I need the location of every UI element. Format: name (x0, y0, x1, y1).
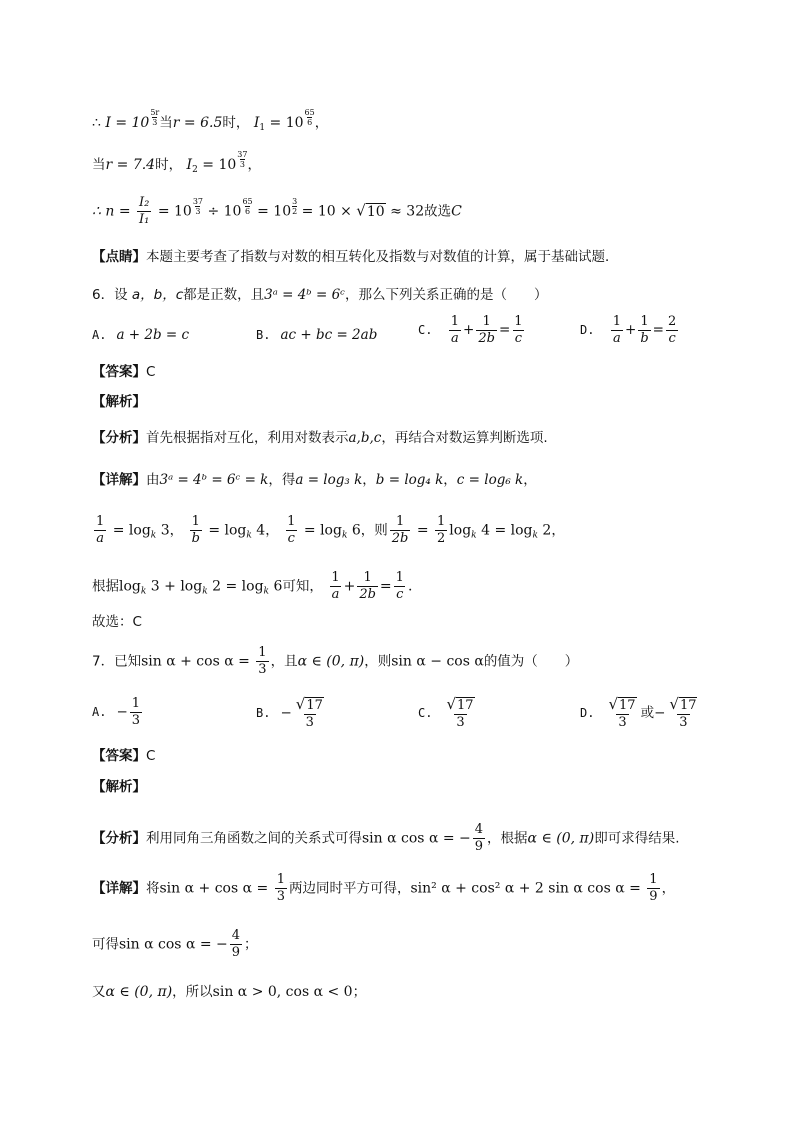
frac (94, 514, 106, 547)
den: a (331, 587, 340, 602)
q7-line3 (92, 982, 366, 1002)
frac (647, 872, 659, 905)
frac (394, 570, 406, 603)
exp-num: 37 (192, 196, 204, 206)
q6-fenxi (92, 428, 548, 448)
den: 3 (131, 713, 141, 728)
num: 1 (96, 514, 105, 529)
num: 1 (437, 514, 446, 529)
frac (230, 928, 242, 961)
frac (329, 570, 341, 603)
answer-value: C (146, 364, 156, 380)
frac (476, 314, 497, 347)
approx-32: ≈ 32 (385, 203, 425, 220)
frac (638, 314, 650, 347)
q7-option-a: A. − $\frac{1}{3}$ (92, 696, 141, 728)
exp-den: 3 (152, 118, 158, 127)
option-letter: A. (92, 328, 107, 342)
comma: ， (314, 115, 329, 131)
frac (606, 696, 638, 731)
frac (473, 822, 485, 855)
eq-10: = 10 (252, 203, 292, 220)
num: 4 (474, 822, 484, 837)
num: 1 (331, 570, 340, 585)
xj-b: b = log₄ k (375, 472, 444, 488)
formula-line-2 (92, 150, 261, 180)
den: 3 (276, 889, 285, 904)
q6-xiangjie (92, 470, 537, 490)
times: = 10 × (297, 203, 357, 220)
frac (357, 570, 378, 603)
den: 9 (649, 889, 658, 904)
num: √17 (446, 695, 474, 713)
text-you: 又 (92, 984, 106, 1000)
text-kede: 可得 (92, 936, 119, 953)
q7-analysis-tag: 【解析】 (92, 779, 146, 795)
option-letter: B. (256, 706, 271, 720)
exp-num: 65 (242, 196, 253, 206)
q6-option-c: C. $\frac{1}{a}$ + $\frac{1}{2b}$ = $\frac{1}{c}$ (418, 314, 523, 346)
sub-1: 1 (259, 123, 266, 133)
option-text: a + 2b = c (116, 327, 190, 343)
semicolon: ； (244, 936, 258, 953)
den: c (287, 531, 295, 546)
text-genju: 根据 (92, 578, 119, 595)
xj-c: c = log₆ k (456, 472, 524, 488)
q7-stem (92, 645, 578, 678)
line3-eq: sin α > 0, cos α < 0 (212, 984, 353, 1000)
var-I: I (186, 157, 193, 173)
q6-equation: 3ᵃ = 4ᵇ = 6ᶜ (264, 287, 345, 303)
eq-10: = 10 (153, 203, 192, 220)
frac (256, 645, 268, 678)
q7-text-end: 的值为（ ） (483, 653, 579, 670)
num: 2 (667, 314, 677, 329)
fenxi-text-end: 即可求得结果. (594, 830, 680, 847)
q6-analysis-tag: 【解析】 (92, 394, 146, 410)
eq-10: = 10 (197, 157, 237, 173)
q6-option-a (92, 327, 189, 343)
q6-option-d: D. $\frac{1}{a}$ + $\frac{1}{b}$ = $\frac{2}{c}$ (580, 314, 677, 346)
xj-eq: sin α + cos α = (159, 880, 273, 897)
xj-text: 由 (146, 472, 160, 488)
text-shi: 时， (155, 157, 183, 173)
sep: ， (523, 472, 537, 488)
exp-den: 6 (307, 118, 313, 127)
formula-line-3 (92, 195, 462, 228)
fenxi-vars: a,b,c (348, 430, 382, 446)
exp-num: 5r (150, 108, 160, 117)
xj-squared: sin² α + cos² α + 2 sin α cos α = (410, 880, 646, 897)
q7-text: ，则 (364, 653, 392, 670)
den: c (668, 331, 676, 346)
xj-text: 两边同时平方可得， (288, 880, 411, 897)
exponent-frac (305, 108, 315, 127)
q7-xiangjie (92, 872, 675, 905)
q7-option-b: B. − $\frac{√17}{3}$ (256, 696, 328, 731)
line2-eq: sin α cos α = − (119, 936, 228, 953)
exp-den: 6 (245, 206, 251, 216)
q7-option-c (418, 696, 479, 731)
text-suoyi: ，所以 (172, 984, 213, 1000)
option-letter: C. (418, 706, 433, 720)
q6-conclusion: 故选：C (92, 614, 142, 630)
fenxi-tag: 【分析】 (92, 430, 146, 446)
fenxi-tag: 【分析】 (92, 830, 146, 847)
sqrt-symbol: √ (356, 201, 366, 220)
exponent-frac (237, 150, 247, 169)
q6-stem (92, 285, 547, 305)
text-kezhi: 可知， (282, 578, 323, 595)
frac (435, 514, 447, 547)
exp-num: 65 (304, 108, 315, 117)
option-text: ac + bc = 2ab (280, 327, 378, 343)
frac (666, 314, 678, 347)
q6-xiangjie-line3: 根据$\log_k 3 + \log_k 2 = \log_k 6$可知， $\frac{1}{a}$ + $\frac{1}{2b}$ = $\frac{1}{c}$ . (92, 570, 413, 602)
den: 3 (618, 715, 627, 730)
sep: ， (362, 472, 376, 488)
num: 1 (131, 696, 141, 711)
text-ze: ，则 (360, 522, 388, 539)
comment-text: 本题主要考查了指数与对数的相互转化及指数与对数值的计算，属于基础试题． (146, 249, 619, 265)
num: 1 (363, 570, 372, 585)
option-letter: A. (92, 705, 107, 719)
exp-den: 3 (239, 160, 245, 169)
r-value: r = 7.4 (105, 157, 156, 173)
num: √17 (669, 695, 697, 713)
q6-number: 6．设 (92, 287, 132, 303)
den: 9 (474, 839, 484, 854)
q7-equation: sin α + cos α = (141, 653, 255, 670)
comment-line (92, 247, 619, 267)
q7-line2 (92, 928, 258, 961)
num: 1 (450, 314, 460, 329)
den: a (96, 531, 105, 546)
num: 1 (276, 872, 285, 887)
den: 2b (478, 331, 495, 346)
q7-domain: α ∈ (0, π) (297, 653, 365, 670)
frac (130, 696, 142, 729)
xj-text: 将 (146, 880, 160, 897)
q7-expr: sin α − cos α (391, 653, 484, 670)
sqrt-10: 10 (366, 203, 385, 220)
answer-tag: 【答案】 (92, 364, 146, 380)
fenxi-text: 首先根据指对互化，利用对数表示 (146, 430, 349, 446)
frac-num: I₂ (139, 195, 150, 210)
option-letter: D. (580, 323, 595, 337)
therefore-symbol: ∴ (92, 115, 106, 131)
xj-text: ，得 (268, 472, 296, 488)
fenxi-text: ，根据 (487, 830, 528, 847)
line3-domain: α ∈ (0, π) (105, 984, 173, 1000)
q7-answer (92, 746, 155, 766)
frac (667, 696, 699, 731)
fraction-I2-I1 (137, 195, 151, 228)
den: 2b (359, 587, 376, 602)
den: b (191, 531, 200, 546)
num: 1 (258, 645, 267, 660)
semicolon: ； (352, 984, 367, 1000)
q6-text-end: ，那么下列关系正确的是（ ） (344, 287, 548, 303)
frac (390, 514, 411, 547)
eq-10: = 10 (265, 115, 304, 131)
comma: ， (247, 157, 261, 173)
den: c (514, 331, 523, 346)
num: 1 (649, 872, 658, 887)
formula-line-1 (92, 108, 328, 138)
frac (512, 314, 524, 347)
den: 9 (231, 945, 241, 960)
num: 1 (482, 314, 491, 329)
den: 2b (391, 531, 409, 546)
q7-number: 7．已知 (92, 653, 142, 670)
num: 1 (395, 514, 405, 529)
num: 1 (612, 314, 622, 329)
den: 3 (456, 715, 465, 730)
den: a (451, 331, 459, 346)
frac (611, 314, 623, 347)
text-when: 当 (92, 157, 106, 173)
exp-num: 37 (237, 150, 248, 159)
text-when: 当 (159, 115, 173, 131)
num: 1 (191, 514, 200, 529)
text-choose: 故选 (424, 203, 452, 220)
xiangjie-tag: 【详解】 (92, 880, 146, 897)
frac (190, 514, 202, 547)
frac (275, 872, 287, 905)
comma: ， (661, 880, 676, 897)
frac (444, 696, 476, 731)
den: 3 (305, 715, 314, 730)
den: a (613, 331, 621, 346)
fenxi-end: ，再结合对数运算判断选项. (381, 430, 548, 446)
q6-option-b (256, 327, 377, 343)
formula-I: I = 10 (105, 115, 150, 131)
exp-num: 3 (292, 196, 298, 206)
sub-2: 2 (192, 165, 198, 175)
den: c (396, 587, 404, 602)
frac (285, 514, 297, 547)
fenxi-text: 利用同角三角函数之间的关系式可得 (146, 830, 362, 847)
den: 3 (258, 662, 267, 677)
exponent-frac (193, 197, 203, 216)
comment-tag: 【点睛】 (92, 249, 146, 265)
var-I: I (253, 115, 260, 131)
q6-xiangjie-line2: $\frac{1}{a}$ = $\log_k 3$， $\frac{1}{b}$ = $\log_k 4$， $\frac{1}{c}$ = $\log_k 6$，则 $\frac{1}{2b}$ = $\frac{1}{2}$ $\log_k 4 = \log_k 2$， (96, 514, 565, 546)
num: 1 (287, 514, 296, 529)
answer-tag: 【答案】 (92, 748, 146, 764)
option-letter: D. (580, 706, 595, 720)
q6-vars: a，b，c (131, 287, 184, 303)
div-10: ÷ 10 (203, 203, 242, 220)
frac-den: I₁ (139, 212, 150, 227)
num: 4 (231, 928, 241, 943)
exp-den: 3 (195, 206, 201, 216)
den: 2 (437, 531, 446, 546)
option-letter: B. (256, 328, 271, 342)
choice-C: C (451, 203, 462, 220)
option-letter: C. (418, 323, 433, 337)
num: √17 (608, 695, 636, 713)
q6-text: 都是正数，且 (183, 287, 265, 303)
q6-answer (92, 362, 155, 382)
num: 1 (640, 314, 649, 329)
den: b (640, 331, 649, 346)
xiangjie-tag: 【详解】 (92, 472, 146, 488)
answer-value: C (146, 748, 156, 764)
q7-text: ，且 (270, 653, 298, 670)
q7-option-d: D. $\frac{√17}{3}$ 或− $\frac{√17}{3}$ (580, 696, 701, 731)
num: 1 (514, 314, 523, 329)
exponent-frac (150, 108, 159, 127)
n-equals: ∴ n = (92, 203, 136, 220)
exp-den: 2 (292, 206, 298, 216)
xj-equation: 3ᵃ = 4ᵇ = 6ᶜ = k (159, 472, 269, 488)
den: 3 (679, 715, 688, 730)
text-shi: 时， (222, 115, 250, 131)
q7-fenxi (92, 822, 680, 855)
num: √17 (295, 695, 323, 713)
exponent-frac (242, 197, 252, 216)
fenxi-domain: α ∈ (0, π) (527, 830, 595, 847)
text-or: 或 (640, 705, 655, 721)
frac (449, 314, 461, 347)
xj-a: a = log₃ k (295, 472, 363, 488)
num: 1 (395, 570, 404, 585)
r-value: r = 6.5 (172, 115, 223, 131)
fenxi-eq: sin α cos α = − (362, 830, 471, 847)
frac (294, 696, 326, 731)
sep: ， (443, 472, 457, 488)
